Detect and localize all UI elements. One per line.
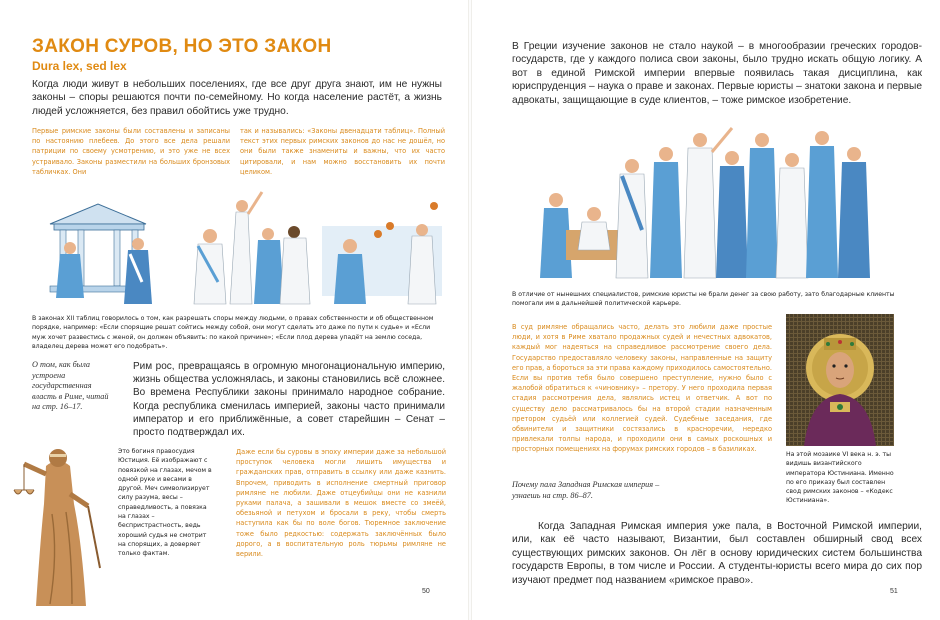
orange-column-2: так и назывались: «Законы двенадцати таблиц». Полный текст этих первых римских законов до нас не дошёл, но они были также знамениты и важны, что их часто цитировали, и нам можно восстановить их почти целиком. <box>240 127 445 176</box>
court-paragraph: В суд римляне обращались часто, делать это любили даже простые люди, и хотя в Риме хватало продажных судей и нечестных адвокатов, каждый мог надеяться на справедливое рассмотрение своего дела. Государство предоставляло человеку законы, направленные на защиту его прав, а бороться за эти права каждому приходилось самостоятельно. Если вы против тебя было совершено преступление, нужно было с жалобой обратиться к «чиновнику» – претору. У него проходила первая стадия рассмотрения дела, являлись истец и ответчик. А вот по существу дело рассматривалось бы на второй стадии назначенным претором судьёй или коллегией судей. Судебные заседания, где обвинители и защитники состязались в красноречии, нередко привлекали толпы народа, и проходили они в самых роскошных и просторных помещениях на форумах римских городов – в базиликах. <box>512 323 772 454</box>
orange-column-1: Первые римские законы были составлены и записаны по настоянию плебеев. До этого все дела решали патриции по своему усмотрению, и это уже не всех устраивало. Законы разместили на больших бронзовых табличках. Они <box>32 127 230 176</box>
mosaic-caption: На этой мозаике VI века н. э. ты видишь византийского императора Юстиниана. Именно по его приказу был составлен свод римских законов – «Кодекс Юстиниана». <box>786 451 894 505</box>
temple-scene <box>50 204 152 304</box>
statue-caption: Это богиня правосудия Юстиция. Её изображают с повязкой на глазах, мечом в одной руке и весами в другой. Меч символизирует силу разума, весы – справедливость, а повязка на глазах – беспристрастность, ведь хороший судья не смотрит на спорящих, а доверяет только фактам. <box>118 448 212 558</box>
page-number-right: 51 <box>890 588 898 595</box>
justitia-statue-image <box>12 434 108 612</box>
page-number-left: 50 <box>422 588 430 595</box>
intro-paragraph-right: В Греции изучение законов не стало наукой – в многообразии греческих городов-государств, где у каждого полиса свои законы, было трудно искать общую логику. А вот в единой Римской империи впервые появилась такая дисциплина, как юриспруденция – наука о праве и законах. Первые юристы – знатоки закона и первые адвокаты, защищающие в суде клиентов, – тоже римское изобретение. <box>512 41 922 106</box>
side-note: О том, как была устроена государственная власть в Риме, читай на стр. 16–17. <box>32 360 109 412</box>
side-note-right: Почему пала Западная Римская империя – узнаешь на стр. 86–87. <box>512 480 660 500</box>
roman-lawyers-illustration <box>536 110 872 282</box>
couple-scene <box>254 226 310 304</box>
intro-paragraph: Когда люди живут в небольших поселениях, где все друг друга знают, им не нужны законы – споры решаются почти по-семейному. Но когда население растёт, а жизнь людей усложняется, без правил обойтись уже трудно. <box>32 79 442 117</box>
illustration-caption-right: В отличие от нынешних специалистов, римские юристы не брали денег за свою работу, зато благодарные клиенты помогали им в дальнейшей политической карьере. <box>512 291 895 308</box>
justinian-mosaic-image <box>786 314 894 446</box>
page-title: ЗАКОН СУРОВ, НО ЭТО ЗАКОН <box>32 36 332 57</box>
debate-scene <box>194 192 262 304</box>
punishment-paragraph: Даже если бы суровы в эпоху империи даже за небольшой проступок человека могли лишить имущества и гражданских прав, отправить в ссылку или даже казнить. Впрочем, приводить в исполнение смертный приговор римляне не любили. Даже отцеубийцы они не казнили руками палача, а зашивали в мешок вместе со змеёй, обезьяной и петухом и бросали в реку, чтобы смерть наступила как бы по воле богов. Тюремное заключение тоже было редкостью: содержать заключённых было дорого, а в воспитательную роль тюрьмы римляне не верили. <box>236 448 446 559</box>
illustration-caption: В законах XII таблиц говорилось о том, как разрешать споры между людьми, о правах собственности и об общественном порядке, например: «Если спорящие решат сойтись между собой, они могут сделать это даже по пути к судье» и «Если муж хочет развестись с женой, он должен объявить: по какой причине»; «Если плод дерева упадёт на землю соседа, владелец дерева может его подобрать». <box>32 315 434 350</box>
fruit-tree-scene <box>322 202 442 304</box>
main-paragraph: Рим рос, превращаясь в огромную многонациональную империю, жизнь общества усложнялась, и законы становились всё сложнее. Во времена Республики законы принимало народное собрание. Когда республика сменилась империей, законы часто принимали император и его приближённые, а совет старейшин – Сенат – просто подтверждал их. <box>133 361 445 439</box>
main-paragraph-right: Когда Западная Римская империя уже пала, в Восточной Римской империи, или, как её часто называют, Византии, был составлен обширный свод всех существующих римских законов. Он лёг в основу юридических систем большинства государств Европы, в том числе и России. А студенты-юристы всего мира до сих пор изучают предмет под названием «римское право». <box>512 521 922 586</box>
right-page <box>470 0 940 620</box>
page-subtitle: Dura lex, sed lex <box>32 59 127 73</box>
twelve-tables-illustration <box>30 186 448 308</box>
